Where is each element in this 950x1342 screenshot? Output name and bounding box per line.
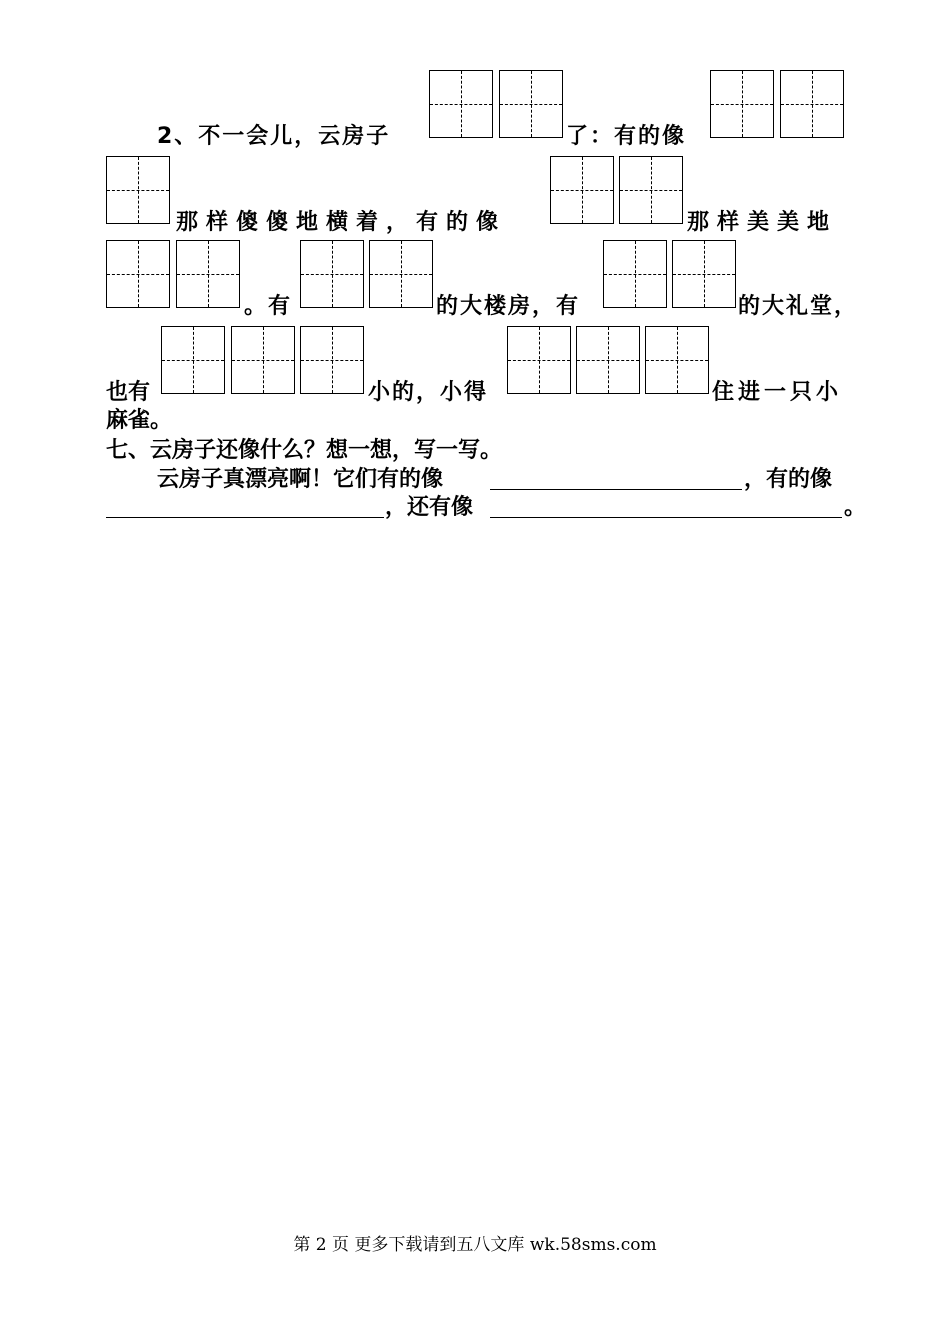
q2-text-after-3c: 的大礼堂， bbox=[738, 294, 859, 319]
writing-box[interactable] bbox=[161, 326, 225, 394]
writing-box[interactable] bbox=[429, 70, 493, 138]
writing-box[interactable] bbox=[369, 240, 433, 308]
q7-prompt-b: ，有的像 bbox=[744, 467, 833, 492]
answer-line[interactable] bbox=[106, 517, 384, 518]
q2-line4-start-text: 也有 bbox=[106, 380, 151, 405]
q2-text-after-4b: 住进一只小 bbox=[712, 380, 843, 405]
q7-end: 。 bbox=[844, 495, 867, 520]
q2-text-after-3b: 的大楼房，有 bbox=[436, 294, 581, 319]
writing-box[interactable] bbox=[576, 326, 640, 394]
q2-line2-end-text: 那样美美地 bbox=[687, 210, 838, 235]
page-footer: 第 2 页 更多下载请到五八文库 wk.58sms.com bbox=[293, 1235, 657, 1255]
writing-box[interactable] bbox=[780, 70, 844, 138]
writing-box[interactable] bbox=[231, 326, 295, 394]
q2-text-after-4a: 小的，小得 bbox=[368, 380, 489, 405]
writing-box[interactable] bbox=[619, 156, 683, 224]
answer-line[interactable] bbox=[490, 517, 842, 518]
writing-box[interactable] bbox=[672, 240, 736, 308]
writing-box[interactable] bbox=[106, 156, 170, 224]
q7-prompt-c: ，还有像 bbox=[385, 495, 474, 520]
answer-line[interactable] bbox=[490, 489, 742, 490]
q7-prompt-a: 云房子真漂亮啊！它们有的像 bbox=[157, 467, 444, 492]
q2-line5-text: 麻雀。 bbox=[106, 408, 173, 433]
writing-box[interactable] bbox=[300, 326, 364, 394]
q7-title: 七、云房子还像什么？想一想，写一写。 bbox=[106, 438, 503, 463]
writing-box[interactable] bbox=[106, 240, 170, 308]
writing-box[interactable] bbox=[603, 240, 667, 308]
writing-box[interactable] bbox=[645, 326, 709, 394]
writing-box[interactable] bbox=[710, 70, 774, 138]
writing-box[interactable] bbox=[499, 70, 563, 138]
writing-box[interactable] bbox=[550, 156, 614, 224]
writing-box[interactable] bbox=[176, 240, 240, 308]
q2-line2-text: 那样傻傻地横着，有的像 bbox=[176, 210, 507, 235]
q2-text-after-3a: 。有 bbox=[244, 294, 293, 319]
writing-box[interactable] bbox=[507, 326, 571, 394]
q2-text-after-1: 了：有的像 bbox=[566, 124, 687, 149]
writing-box[interactable] bbox=[300, 240, 364, 308]
q2-lead-text: 2、不一会儿，云房子 bbox=[157, 124, 391, 149]
